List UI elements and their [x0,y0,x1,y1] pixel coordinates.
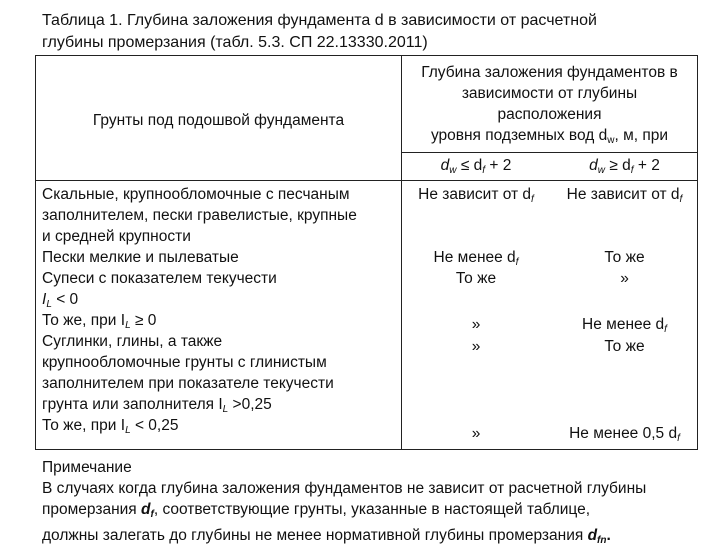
col2-row6-text: Не менее 0,5 d [569,425,678,442]
col2-row1 [551,184,698,210]
note-line-2-sub: f [150,509,154,520]
table-note [42,457,712,551]
col2-row2: То же [604,249,645,266]
caption-line-1: Таблица 1. Глубина заложения фундамента d в зависимости от расчетной [42,12,597,29]
soil-line-12-rel: < 0,25 [134,417,179,434]
caption-line-2: глубины промерзания (табл. 5.3. СП 22.13330.2011) [42,34,428,51]
soil-line-5: Супеси с показателем текучести [42,270,277,287]
header-divider [401,152,698,153]
note-title: Примечание [42,459,132,476]
cond1-tail: + 2 [485,157,512,174]
soil-line-8: Суглинки, глины, а также [42,333,223,350]
note-line-3-var: d [587,527,598,544]
cond1-rel: ≤ d [460,157,483,174]
note-line-3-sub: fn [597,535,607,546]
cond1-var: d [440,157,450,174]
col1-row3: То же [455,270,497,287]
col1-row1-sub: f [531,194,534,205]
header-soil-column: Грунты под подошвой фундамента [92,112,345,129]
soil-line-12-text: То же, при I [42,417,126,434]
col1-row2-text: Не менее d [433,249,516,266]
col1-row2-sub: f [515,257,519,268]
header-depth-line-3: расположения [497,106,602,123]
soil-line-9: крупнообломочные грунты с глинистым [42,354,327,371]
col2-row4-text: Не менее d [582,316,665,333]
condition-1 [401,155,551,181]
soil-line-1: Скальные, крупнообломочные с песчаным [42,186,350,203]
col1-row5: » [471,338,481,355]
cond2-tail: + 2 [633,157,660,174]
col1-row4: » [471,316,481,333]
subscript-L-4: L [125,425,131,436]
note-line-3a: должны залегать до глубины не менее нормативной глубины промерзания [42,527,588,544]
col1-row1 [401,184,551,210]
soil-line-4: Пески мелкие и пылеватые [42,249,239,266]
note-line-2-var: d [141,501,151,518]
soil-line-11-rel: >0,25 [232,396,272,413]
cond1-sub-f: f [482,165,486,176]
col2-row4-sub: f [664,324,667,335]
subscript-L-1: L [46,299,52,310]
note-line-3 [42,525,712,551]
subscript-w: w [607,135,615,146]
header-depth-text: уровня подземных вод d [430,127,608,144]
col2-row6-sub: f [677,433,680,444]
col2-row3: » [620,270,629,287]
cond2-sub-w: w [597,165,606,176]
col1-row6: » [471,425,481,442]
cond2-var: d [589,157,598,174]
soil-line-6-var: I [42,291,47,308]
subscript-L-2: L [125,320,131,331]
soil-line-7-rel: ≥ 0 [134,312,157,329]
soil-line-6-rel: < 0 [56,291,79,308]
soil-line-7-text: То же, при I [42,312,126,329]
col2-row6 [551,423,698,449]
soil-line-10: заполнителем при показателе текучести [42,375,334,392]
cond2-rel: ≥ d [609,157,631,174]
header-depth-unit: , м, при [614,127,669,144]
table-caption [42,10,702,54]
col1-row1-text: Не зависит от d [418,186,532,203]
cond2-sub-f: f [630,165,634,176]
condition-2 [551,155,698,181]
note-line-2c: , соответствующие грунты, указанные в настоящей таблице, [153,501,591,518]
note-line-2 [42,499,712,525]
soil-line-3: и средней крупности [42,228,191,245]
col2-row1-text: Не зависит от d [566,186,680,203]
col2-row1-sub: f [679,194,683,205]
header-depth-line-1: Глубина заложения фундаментов в [421,64,678,81]
header-depth-line-2: зависимости от глубины [461,85,638,102]
col2-row5: То же [604,338,645,355]
header-depth-line-4 [401,125,698,151]
soil-line-2: заполнителем, пески гравелистые, крупные [42,207,357,224]
soil-line-12 [42,415,178,441]
note-line-2a: промерзания [42,501,142,518]
foundation-depth-table [35,55,698,450]
soil-line-11-text: грунта или заполнителя I [42,396,223,413]
cond1-sub-w: w [449,165,457,176]
subscript-L-3: L [222,404,229,415]
note-line-3-end: . [606,527,611,544]
note-line-1: В случаях когда глубина заложения фундаментов не зависит от расчетной глубины [42,480,647,497]
